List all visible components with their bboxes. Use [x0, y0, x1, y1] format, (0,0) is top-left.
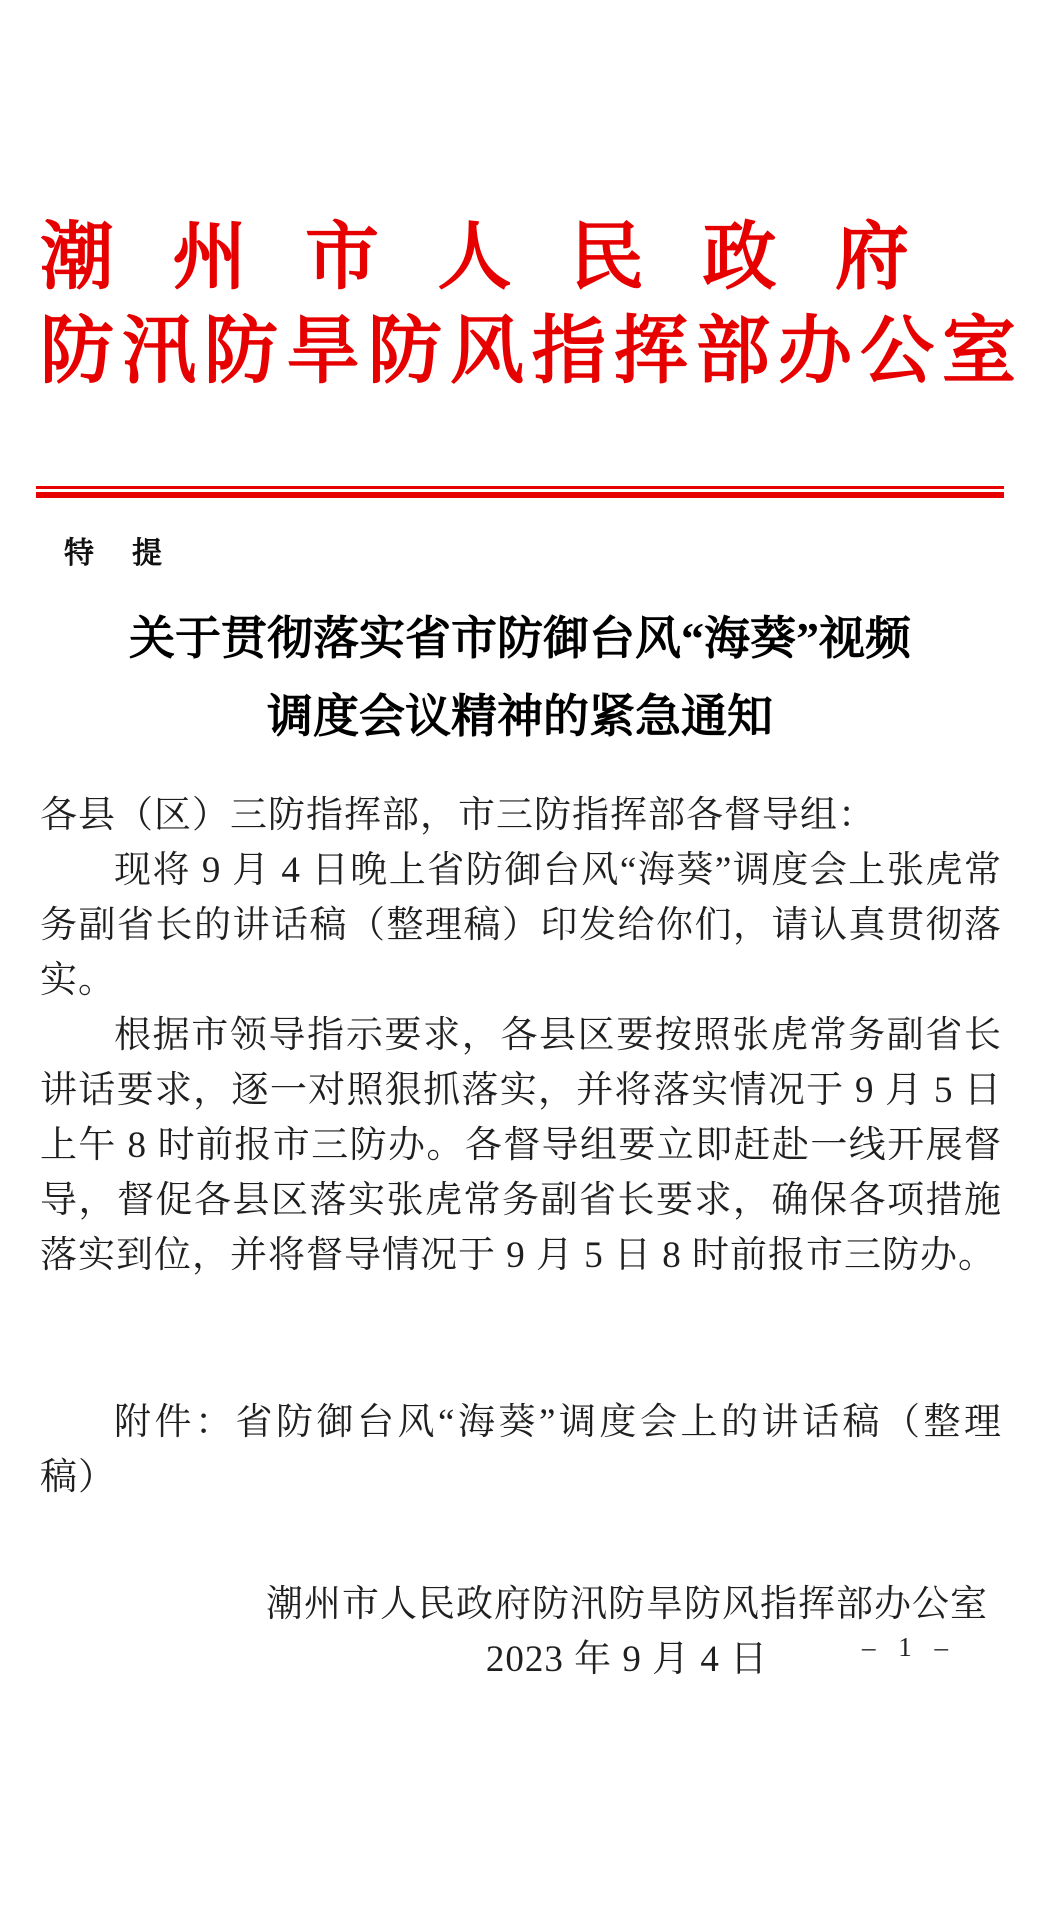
attachment-line: 附件：省防御台风“海葵”调度会上的讲话稿（整理稿）: [40, 1402, 1002, 1498]
body-paragraph-2: 根据市领导指示要求，各县区要按照张虎常务副省长讲话要求，逐一对照狠抓落实，并将落实情况于 9 月 5 日上午 8 时前报市三防办。各督导组要立即赶赴一线开展督导，督促各县区落实张虎常务副省长要求，确保各项措施落实到位，并将督导情况于 9 月 5 日 8 时前报市三防办。: [40, 1015, 1002, 1276]
page-number: – 1 –: [862, 1632, 956, 1662]
doc-body: [40, 788, 1002, 1687]
doc-title-line2: 调度会议精神的紧急通知: [267, 691, 773, 742]
doc-title: [40, 600, 1000, 756]
doc-title-line1: 关于贯彻落实省市防御台风“海葵”视频: [129, 613, 911, 664]
signature-wrap: [40, 1577, 1002, 1687]
letterhead-org-line1: 潮 州 市 人 民 政 府: [40, 217, 909, 299]
salutation: 各县（区）三防指挥部，市三防指挥部各督导组：: [40, 795, 876, 836]
doc-class-label: 特 提: [64, 537, 166, 570]
red-divider: [36, 486, 1004, 498]
signature-org: 潮州市人民政府防汛防旱防风指挥部办公室: [266, 1584, 988, 1625]
letterhead-org-line2: 防汛防旱防风指挥部办公室: [40, 311, 1024, 393]
body-paragraph-1: 现将 9 月 4 日晚上省防御台风“海葵”调度会上张虎常务副省长的讲话稿（整理稿）印发给你们，请认真贯彻落实。: [40, 850, 1002, 1001]
red-divider-thick-bar: [36, 492, 1004, 498]
signature-date: 2023 年 9 月 4 日: [485, 1639, 769, 1680]
